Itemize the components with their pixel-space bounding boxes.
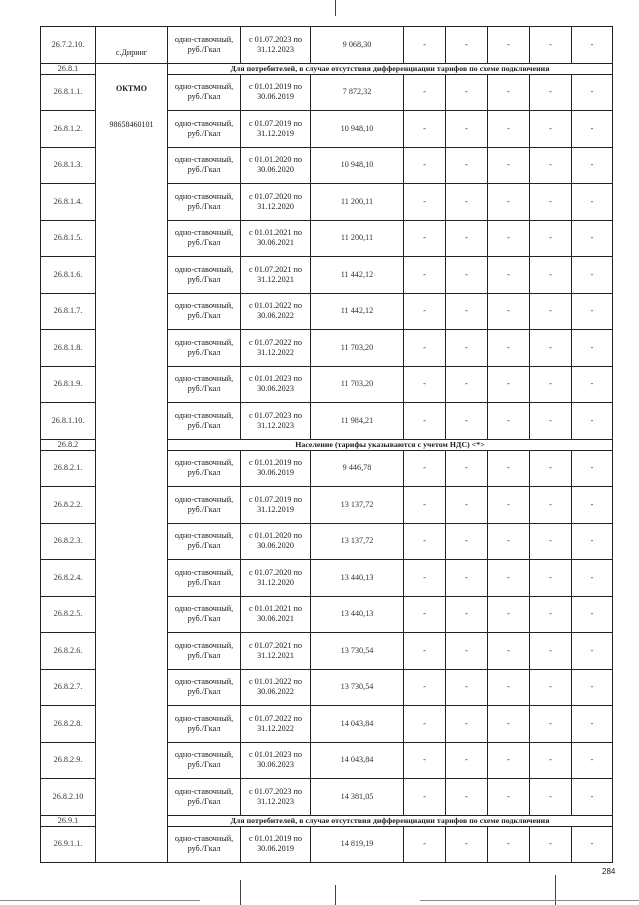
- row-number: 26.8.1.3.: [41, 147, 96, 184]
- row-number: 26.8.1.4.: [41, 184, 96, 221]
- validity-period: с 01.07.2021 по 31.12.2021: [241, 257, 311, 294]
- section-title: Население (тарифы указываются с учетом НДС) <*>: [168, 439, 613, 450]
- section-number: 26.8.2: [41, 439, 96, 450]
- location-name: с.Диринг: [115, 47, 148, 57]
- row-number: 26.8.1.1.: [41, 74, 96, 111]
- row-number: 26.7.2.10.: [41, 27, 96, 64]
- empty-value-dash: -: [488, 742, 530, 779]
- empty-value-dash: -: [530, 330, 572, 367]
- tariff-value: 7 872,32: [311, 74, 404, 111]
- empty-value-dash: -: [488, 111, 530, 148]
- empty-value-dash: -: [446, 184, 488, 221]
- empty-value-dash: -: [488, 523, 530, 560]
- empty-value-dash: -: [488, 669, 530, 706]
- empty-value-dash: -: [530, 826, 572, 863]
- empty-value-dash: -: [572, 826, 613, 863]
- validity-period: с 01.01.2023 по 30.06.2023: [241, 742, 311, 779]
- validity-period: с 01.01.2019 по 30.06.2019: [241, 450, 311, 487]
- validity-period: с 01.01.2020 по 30.06.2020: [241, 147, 311, 184]
- tariff-type: одно-ставочный, руб./Гкал: [168, 706, 241, 743]
- validity-period: с 01.07.2023 по 31.12.2023: [241, 27, 311, 64]
- tariff-value: 11 984,21: [311, 403, 404, 440]
- tariff-type: одно-ставочный, руб./Гкал: [168, 257, 241, 294]
- tariff-value: 11 200,11: [311, 220, 404, 257]
- tariff-value: 9 068,30: [311, 27, 404, 64]
- tariff-type: одно-ставочный, руб./Гкал: [168, 293, 241, 330]
- empty-value-dash: -: [446, 366, 488, 403]
- empty-value-dash: -: [572, 403, 613, 440]
- tariff-value: 13 730,54: [311, 633, 404, 670]
- section-number: 26.8.1: [41, 63, 96, 74]
- empty-value-dash: -: [530, 742, 572, 779]
- empty-value-dash: -: [488, 403, 530, 440]
- scan-artifact-line: [240, 880, 241, 905]
- scan-artifact-line: [335, 885, 336, 905]
- row-number: 26.8.2.1.: [41, 450, 96, 487]
- empty-value-dash: -: [446, 330, 488, 367]
- empty-value-dash: -: [404, 184, 446, 221]
- tariff-type: одно-ставочный, руб./Гкал: [168, 184, 241, 221]
- empty-value-dash: -: [446, 560, 488, 597]
- tariff-value: 14 043,84: [311, 706, 404, 743]
- empty-value-dash: -: [404, 779, 446, 816]
- validity-period: с 01.07.2020 по 31.12.2020: [241, 560, 311, 597]
- tariff-table-body: [41, 27, 613, 863]
- validity-period: с 01.01.2020 по 30.06.2020: [241, 523, 311, 560]
- tariff-value: 10 948,10: [311, 147, 404, 184]
- row-number: 26.8.2.8.: [41, 706, 96, 743]
- tariff-type: одно-ставочный, руб./Гкал: [168, 147, 241, 184]
- empty-value-dash: -: [488, 487, 530, 524]
- validity-period: с 01.01.2019 по 30.06.2019: [241, 74, 311, 111]
- empty-value-dash: -: [530, 450, 572, 487]
- validity-period: с 01.07.2019 по 31.12.2019: [241, 111, 311, 148]
- empty-value-dash: -: [446, 293, 488, 330]
- empty-value-dash: -: [488, 74, 530, 111]
- row-number: 26.8.2.5.: [41, 596, 96, 633]
- empty-value-dash: -: [446, 111, 488, 148]
- row-number: 26.8.2.4.: [41, 560, 96, 597]
- empty-value-dash: -: [488, 147, 530, 184]
- validity-period: с 01.07.2023 по 31.12.2023: [241, 779, 311, 816]
- empty-value-dash: -: [572, 669, 613, 706]
- empty-value-dash: -: [572, 560, 613, 597]
- tariff-type: одно-ставочный, руб./Гкал: [168, 450, 241, 487]
- empty-value-dash: -: [530, 74, 572, 111]
- empty-value-dash: -: [572, 330, 613, 367]
- row-number: 26.8.2.3.: [41, 523, 96, 560]
- table-row: [41, 27, 613, 64]
- validity-period: с 01.01.2023 по 30.06.2023: [241, 366, 311, 403]
- tariff-type: одно-ставочный, руб./Гкал: [168, 523, 241, 560]
- tariff-value: 13 440,13: [311, 560, 404, 597]
- empty-value-dash: -: [572, 184, 613, 221]
- empty-value-dash: -: [530, 403, 572, 440]
- page-number: 284: [602, 867, 616, 876]
- row-number: 26.8.1.10.: [41, 403, 96, 440]
- empty-value-dash: -: [404, 669, 446, 706]
- oktmo-code: 98658460101: [109, 119, 154, 129]
- tariff-value: 11 703,20: [311, 366, 404, 403]
- empty-value-dash: -: [530, 523, 572, 560]
- empty-value-dash: -: [530, 706, 572, 743]
- row-number: 26.9.1.1.: [41, 826, 96, 863]
- empty-value-dash: -: [404, 487, 446, 524]
- empty-value-dash: -: [572, 487, 613, 524]
- empty-value-dash: -: [446, 27, 488, 64]
- empty-value-dash: -: [488, 184, 530, 221]
- row-number: 26.8.1.8.: [41, 330, 96, 367]
- empty-value-dash: -: [488, 257, 530, 294]
- empty-value-dash: -: [404, 74, 446, 111]
- tariff-type: одно-ставочный, руб./Гкал: [168, 403, 241, 440]
- empty-value-dash: -: [404, 523, 446, 560]
- tariff-type: одно-ставочный, руб./Гкал: [168, 669, 241, 706]
- empty-value-dash: -: [488, 596, 530, 633]
- empty-value-dash: -: [530, 669, 572, 706]
- empty-value-dash: -: [488, 27, 530, 64]
- empty-value-dash: -: [404, 293, 446, 330]
- tariff-type: одно-ставочный, руб./Гкал: [168, 487, 241, 524]
- empty-value-dash: -: [488, 706, 530, 743]
- empty-value-dash: -: [530, 633, 572, 670]
- scan-artifact-line: [420, 900, 639, 901]
- empty-value-dash: -: [404, 27, 446, 64]
- empty-value-dash: -: [404, 257, 446, 294]
- empty-value-dash: -: [572, 633, 613, 670]
- tariff-value: 11 200,11: [311, 184, 404, 221]
- validity-period: с 01.07.2023 по 31.12.2023: [241, 403, 311, 440]
- empty-value-dash: -: [530, 779, 572, 816]
- empty-value-dash: -: [404, 403, 446, 440]
- validity-period: с 01.01.2021 по 30.06.2021: [241, 596, 311, 633]
- tariff-type: одно-ставочный, руб./Гкал: [168, 633, 241, 670]
- empty-value-dash: -: [530, 560, 572, 597]
- row-number: 26.8.1.5.: [41, 220, 96, 257]
- tariff-type: одно-ставочный, руб./Гкал: [168, 596, 241, 633]
- tariff-type: одно-ставочный, руб./Гкал: [168, 27, 241, 64]
- row-number: 26.8.2.7.: [41, 669, 96, 706]
- empty-value-dash: -: [404, 330, 446, 367]
- empty-value-dash: -: [446, 450, 488, 487]
- tariff-type: одно-ставочный, руб./Гкал: [168, 742, 241, 779]
- empty-value-dash: -: [404, 450, 446, 487]
- row-number: 26.8.1.6.: [41, 257, 96, 294]
- empty-value-dash: -: [404, 147, 446, 184]
- empty-value-dash: -: [488, 293, 530, 330]
- section-header-row: [41, 63, 613, 74]
- empty-value-dash: -: [446, 487, 488, 524]
- empty-value-dash: -: [530, 487, 572, 524]
- tariff-value: 10 948,10: [311, 111, 404, 148]
- empty-value-dash: -: [488, 330, 530, 367]
- empty-value-dash: -: [446, 826, 488, 863]
- section-title: Для потребителей, в случае отсутствия дифференциации тарифов по схеме подключения: [168, 815, 613, 826]
- tariff-type: одно-ставочный, руб./Гкал: [168, 220, 241, 257]
- tariff-type: одно-ставочный, руб./Гкал: [168, 826, 241, 863]
- empty-value-dash: -: [530, 293, 572, 330]
- tariff-value: 14 381,05: [311, 779, 404, 816]
- tariff-value: 14 043,84: [311, 742, 404, 779]
- empty-value-dash: -: [572, 366, 613, 403]
- empty-value-dash: -: [404, 111, 446, 148]
- empty-value-dash: -: [404, 220, 446, 257]
- validity-period: с 01.01.2019 по 30.06.2019: [241, 826, 311, 863]
- empty-value-dash: -: [446, 403, 488, 440]
- tariff-type: одно-ставочный, руб./Гкал: [168, 330, 241, 367]
- empty-value-dash: -: [488, 560, 530, 597]
- row-number: 26.8.1.7.: [41, 293, 96, 330]
- location-cell: [96, 27, 168, 64]
- empty-value-dash: -: [572, 706, 613, 743]
- empty-value-dash: -: [446, 523, 488, 560]
- empty-value-dash: -: [404, 633, 446, 670]
- tariff-value: 13 137,72: [311, 487, 404, 524]
- empty-value-dash: -: [530, 366, 572, 403]
- row-number: 26.8.2.10: [41, 779, 96, 816]
- empty-value-dash: -: [446, 74, 488, 111]
- empty-value-dash: -: [530, 596, 572, 633]
- tariff-type: одно-ставочный, руб./Гкал: [168, 366, 241, 403]
- validity-period: с 01.07.2020 по 31.12.2020: [241, 184, 311, 221]
- tariff-value: 11 442,12: [311, 257, 404, 294]
- tariff-type: одно-ставочный, руб./Гкал: [168, 779, 241, 816]
- empty-value-dash: -: [530, 27, 572, 64]
- tariff-table: [40, 26, 613, 863]
- empty-value-dash: -: [446, 633, 488, 670]
- empty-value-dash: -: [446, 669, 488, 706]
- empty-value-dash: -: [572, 147, 613, 184]
- empty-value-dash: -: [530, 220, 572, 257]
- tariff-type: одно-ставочный, руб./Гкал: [168, 560, 241, 597]
- tariff-type: одно-ставочный, руб./Гкал: [168, 74, 241, 111]
- empty-value-dash: -: [446, 742, 488, 779]
- row-number: 26.8.2.9.: [41, 742, 96, 779]
- empty-value-dash: -: [446, 257, 488, 294]
- empty-value-dash: -: [446, 220, 488, 257]
- empty-value-dash: -: [572, 523, 613, 560]
- validity-period: с 01.07.2022 по 31.12.2022: [241, 330, 311, 367]
- empty-value-dash: -: [572, 111, 613, 148]
- empty-value-dash: -: [572, 220, 613, 257]
- empty-value-dash: -: [572, 450, 613, 487]
- row-number: 26.8.2.6.: [41, 633, 96, 670]
- validity-period: с 01.07.2019 по 31.12.2019: [241, 487, 311, 524]
- scan-artifact-line: [0, 900, 200, 901]
- validity-period: с 01.01.2022 по 30.06.2022: [241, 293, 311, 330]
- empty-value-dash: -: [404, 560, 446, 597]
- empty-value-dash: -: [404, 826, 446, 863]
- validity-period: с 01.01.2022 по 30.06.2022: [241, 669, 311, 706]
- row-number: 26.8.2.2.: [41, 487, 96, 524]
- empty-value-dash: -: [572, 74, 613, 111]
- tariff-value: 13 440,13: [311, 596, 404, 633]
- tariff-value: 13 730,54: [311, 669, 404, 706]
- scan-artifact-line: [335, 0, 336, 16]
- row-number: 26.8.1.9.: [41, 366, 96, 403]
- empty-value-dash: -: [572, 293, 613, 330]
- empty-value-dash: -: [404, 706, 446, 743]
- empty-value-dash: -: [488, 366, 530, 403]
- section-title: Для потребителей, в случае отсутствия дифференциации тарифов по схеме подключения: [168, 63, 613, 74]
- empty-value-dash: -: [404, 366, 446, 403]
- empty-value-dash: -: [488, 826, 530, 863]
- empty-value-dash: -: [446, 706, 488, 743]
- empty-value-dash: -: [530, 147, 572, 184]
- tariff-value: 14 819,19: [311, 826, 404, 863]
- empty-value-dash: -: [572, 596, 613, 633]
- tariff-type: одно-ставочный, руб./Гкал: [168, 111, 241, 148]
- validity-period: с 01.07.2022 по 31.12.2022: [241, 706, 311, 743]
- empty-value-dash: -: [530, 111, 572, 148]
- tariff-value: 9 446,78: [311, 450, 404, 487]
- empty-value-dash: -: [572, 257, 613, 294]
- row-number: 26.8.1.2.: [41, 111, 96, 148]
- validity-period: с 01.01.2021 по 30.06.2021: [241, 220, 311, 257]
- empty-value-dash: -: [572, 779, 613, 816]
- empty-value-dash: -: [404, 742, 446, 779]
- empty-value-dash: -: [488, 450, 530, 487]
- oktmo-label: ОКТМО: [115, 83, 148, 93]
- section-number: 26.9.1: [41, 815, 96, 826]
- empty-value-dash: -: [488, 633, 530, 670]
- empty-value-dash: -: [572, 27, 613, 64]
- empty-value-dash: -: [488, 779, 530, 816]
- empty-value-dash: -: [488, 220, 530, 257]
- empty-value-dash: -: [404, 596, 446, 633]
- tariff-value: 11 703,20: [311, 330, 404, 367]
- validity-period: с 01.07.2021 по 31.12.2021: [241, 633, 311, 670]
- empty-value-dash: -: [572, 742, 613, 779]
- empty-value-dash: -: [530, 257, 572, 294]
- empty-value-dash: -: [446, 147, 488, 184]
- tariff-value: 13 137,72: [311, 523, 404, 560]
- empty-value-dash: -: [446, 596, 488, 633]
- empty-value-dash: -: [446, 779, 488, 816]
- location-cell: [96, 47, 168, 863]
- empty-value-dash: -: [530, 184, 572, 221]
- tariff-value: 11 442,12: [311, 293, 404, 330]
